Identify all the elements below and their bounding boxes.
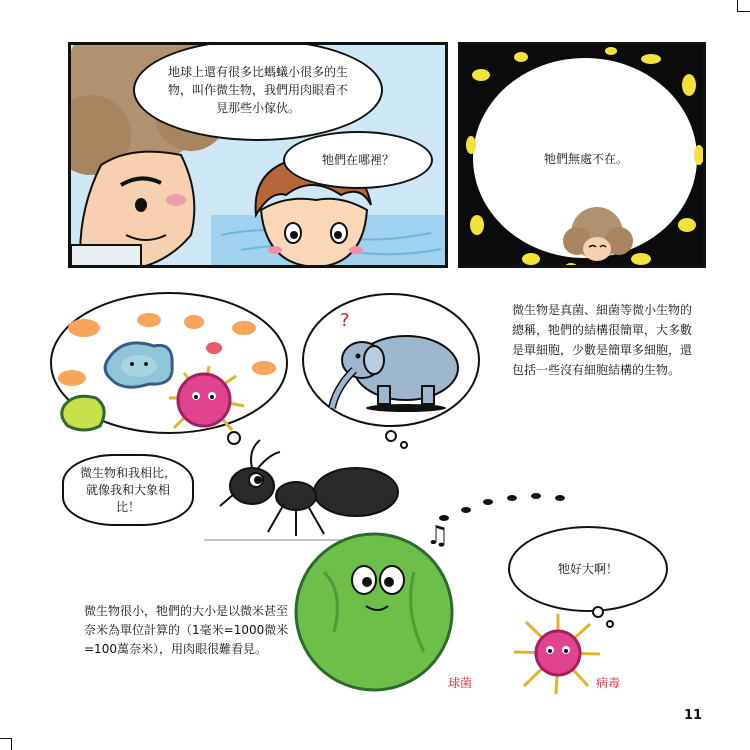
- crop-mark-bottom-left-h: [0, 738, 12, 739]
- comic-panel-1: [68, 42, 448, 268]
- svg-text:♫: ♫: [426, 521, 450, 548]
- ant-icon: [220, 440, 398, 536]
- crop-mark-bottom-left: [11, 738, 12, 750]
- speech-text-kid: 牠們在哪裡？: [321, 152, 394, 167]
- speech-bubble-dad: [133, 42, 383, 141]
- ant-illustration: [184, 436, 424, 546]
- speech-text-virus: 牠好大啊！: [557, 561, 618, 576]
- coccus-illustration: [284, 532, 464, 692]
- virus-label: 病毒: [596, 676, 621, 690]
- speech-bubble-ant: [62, 454, 194, 526]
- speech-text-everywhere: 牠們無處不在。: [543, 152, 628, 166]
- speech-text-dad: 地球上還有很多比螞蟻小很多的生物，叫作微生物，我們用肉眼看不見那些小傢伙。: [167, 65, 348, 115]
- narration-text-1: 微生物是真菌、細菌等微小生物的總稱，牠們的結構很簡單，大多數是單細胞，少數是簡單多細胞，還包括一些沒有細胞結構的生物。: [512, 303, 693, 377]
- speech-bubble-virus: [508, 526, 668, 612]
- microbe-thought-bubble: [44, 288, 304, 448]
- coccus-icon: [296, 534, 452, 690]
- narration-text-2: 微生物很小，牠們的大小是以微米甚至奈米為單位計算的（1毫米=1000微米=100萬奈米），用肉眼很難看見。: [84, 604, 289, 656]
- virus-illustration: [508, 608, 608, 698]
- amoeba-microbe-icon: [105, 343, 172, 387]
- coccus-label: 球菌: [448, 676, 473, 690]
- crop-mark-top-right-h: [738, 11, 750, 12]
- speech-text-ant: 微生物和我相比，就像我和大象相比！: [80, 465, 177, 514]
- speech-bubble-kid: [283, 131, 433, 189]
- virus-icon: [514, 614, 600, 694]
- comic-panel-2: [458, 42, 706, 268]
- page-number: 11: [684, 708, 703, 723]
- elephant-thought-bubble: [296, 290, 496, 450]
- green-microbe-icon: [62, 396, 104, 430]
- question-mark-icon: ?: [340, 310, 350, 331]
